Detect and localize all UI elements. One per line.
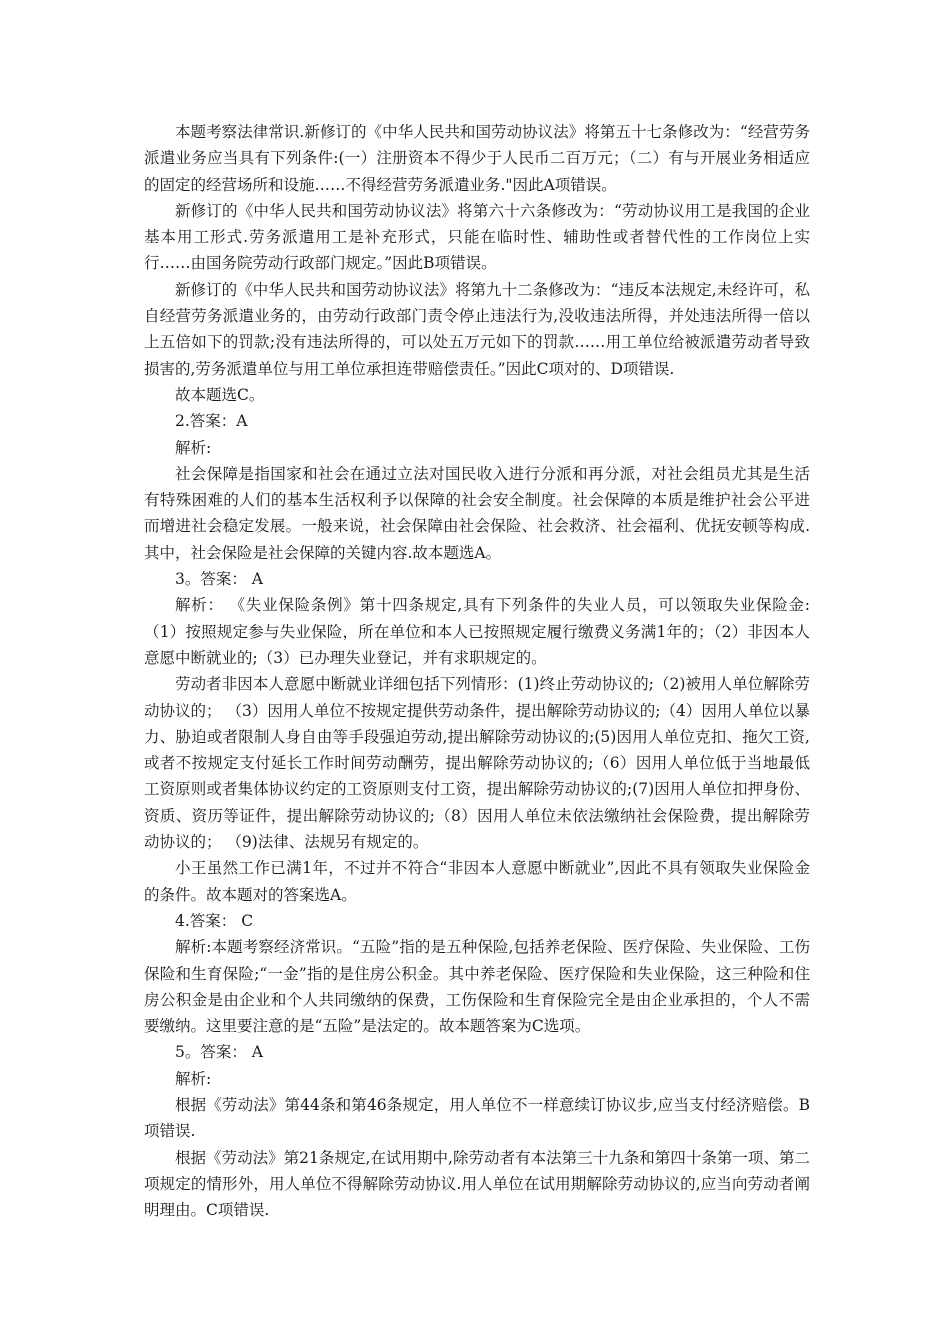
answer-heading: 4.答案： C: [175, 911, 254, 930]
paragraph: 社会保障是指国家和社会在通过立法对国民收入进行分派和再分派，对社会组员尤其是生活有特殊困难的人们的基本生活权利予以保障的社会安全制度。社会保障的本质是维护社会公平进而增进社会稳定发展。一般来说，社会保障由社会保险、社会救济、社会福利、优抚安顿等构成.其中，社会保险是社会保障的关键内容.故本题选A。: [144, 464, 810, 562]
paragraph: 新修订的《中华人民共和国劳动协议法》将第九十二条修改为：“违反本法规定,未经许可，私自经营劳务派遣业务的，由劳动行政部门责令停止违法行为,没收违法所得，并处违法所得一倍以上五倍如下的罚款;没有违法所得的，可以处五万元如下的罚款……用工单位给被派遣劳动者导致损害的,劳务派遣单位与用工单位承担连带赔偿责任。”因此C项对的、D项错误.: [144, 280, 810, 378]
analysis-label: 解析:: [175, 438, 212, 457]
paragraph: 解析:本题考察经济常识。“五险”指的是五种保险,包括养老保险、医疗保险、失业保险、工伤保险和生育保险;“一金”指的是住房公积金。其中养老保险、医疗保险和失业保险，这三种险和住房公积金是由企业和个人共同缴纳的保费，工伤保险和生育保险完全是由企业承担的，个人不需要缴纳。这里要注意的是“五险”是法定的。故本题答案为C选项。: [144, 938, 810, 1036]
document-body: [144, 119, 810, 1223]
paragraph: 本题考察法律常识.新修订的《中华人民共和国劳动协议法》将第五十七条修改为：“经营劳务派遣业务应当具有下列条件:(一）注册资本不得少于人民币二百万元；（二）有与开展业务相适应的固定的经营场所和设施……不得经营劳务派遣业务."因此A项错误。: [144, 123, 810, 194]
analysis-label: 解析:: [175, 1069, 212, 1088]
paragraph: 解析： 《失业保险条例》第十四条规定,具有下列条件的失业人员，可以领取失业保险金:（1）按照规定参与失业保险，所在单位和本人已按照规定履行缴费义务满1年的；（2）非因本人意愿中断就业的;（3）已办理失业登记，并有求职规定的。: [144, 596, 810, 667]
paragraph: 小王虽然工作已满1年，不过并不符合“非因本人意愿中断就业”,因此不具有领取失业保险金的条件。故本题对的答案选A。: [144, 859, 810, 904]
answer-heading: 5。答案： A: [175, 1043, 263, 1062]
paragraph: 劳动者非因本人意愿中断就业详细包括下列情形：(1)终止劳动协议的;（2)被用人单位解除劳动协议的； （3）因用人单位不按规定提供劳动条件，提出解除劳动协议的;（4）因用人单位以暴力、胁迫或者限制人身自由等手段强迫劳动,提出解除劳动协议的;(5)因用人单位克扣、拖欠工资,或者不按规定支付延长工作时间劳动酬劳，提出解除劳动协议的;（6）因用人单位低于当地最低工资原则或者集体协议约定的工资原则支付工资，提出解除劳动协议的;(7)因用人单位扣押身份、资质、资历等证件，提出解除劳动协议的;（8）因用人单位未依法缴纳社会保险费，提出解除劳动协议的； （9)法律、法规另有规定的。: [144, 675, 810, 852]
paragraph: 根据《劳动法》第21条规定,在试用期中,除劳动者有本法第三十九条和第四十条第一项、第二项规定的情形外，用人单位不得解除劳动协议.用人单位在试用期解除劳动协议的,应当向劳动者阐明理由。C项错误.: [144, 1148, 810, 1220]
paragraph: 故本题选C。: [175, 385, 265, 404]
answer-heading: 2.答案：A: [175, 412, 248, 431]
answer-heading: 3。答案： A: [175, 570, 263, 589]
paragraph: 根据《劳动法》第44条和第46条规定，用人单位不一样意续订协议步,应当支付经济赔偿。B项错误.: [144, 1095, 810, 1141]
paragraph: 新修订的《中华人民共和国劳动协议法》将第六十六条修改为：“劳动协议用工是我国的企业基本用工形式.劳务派遣用工是补充形式，只能在临时性、辅助性或者替代性的工作岗位上实行……由国务院劳动行政部门规定。”因此B项错误。: [144, 201, 810, 273]
